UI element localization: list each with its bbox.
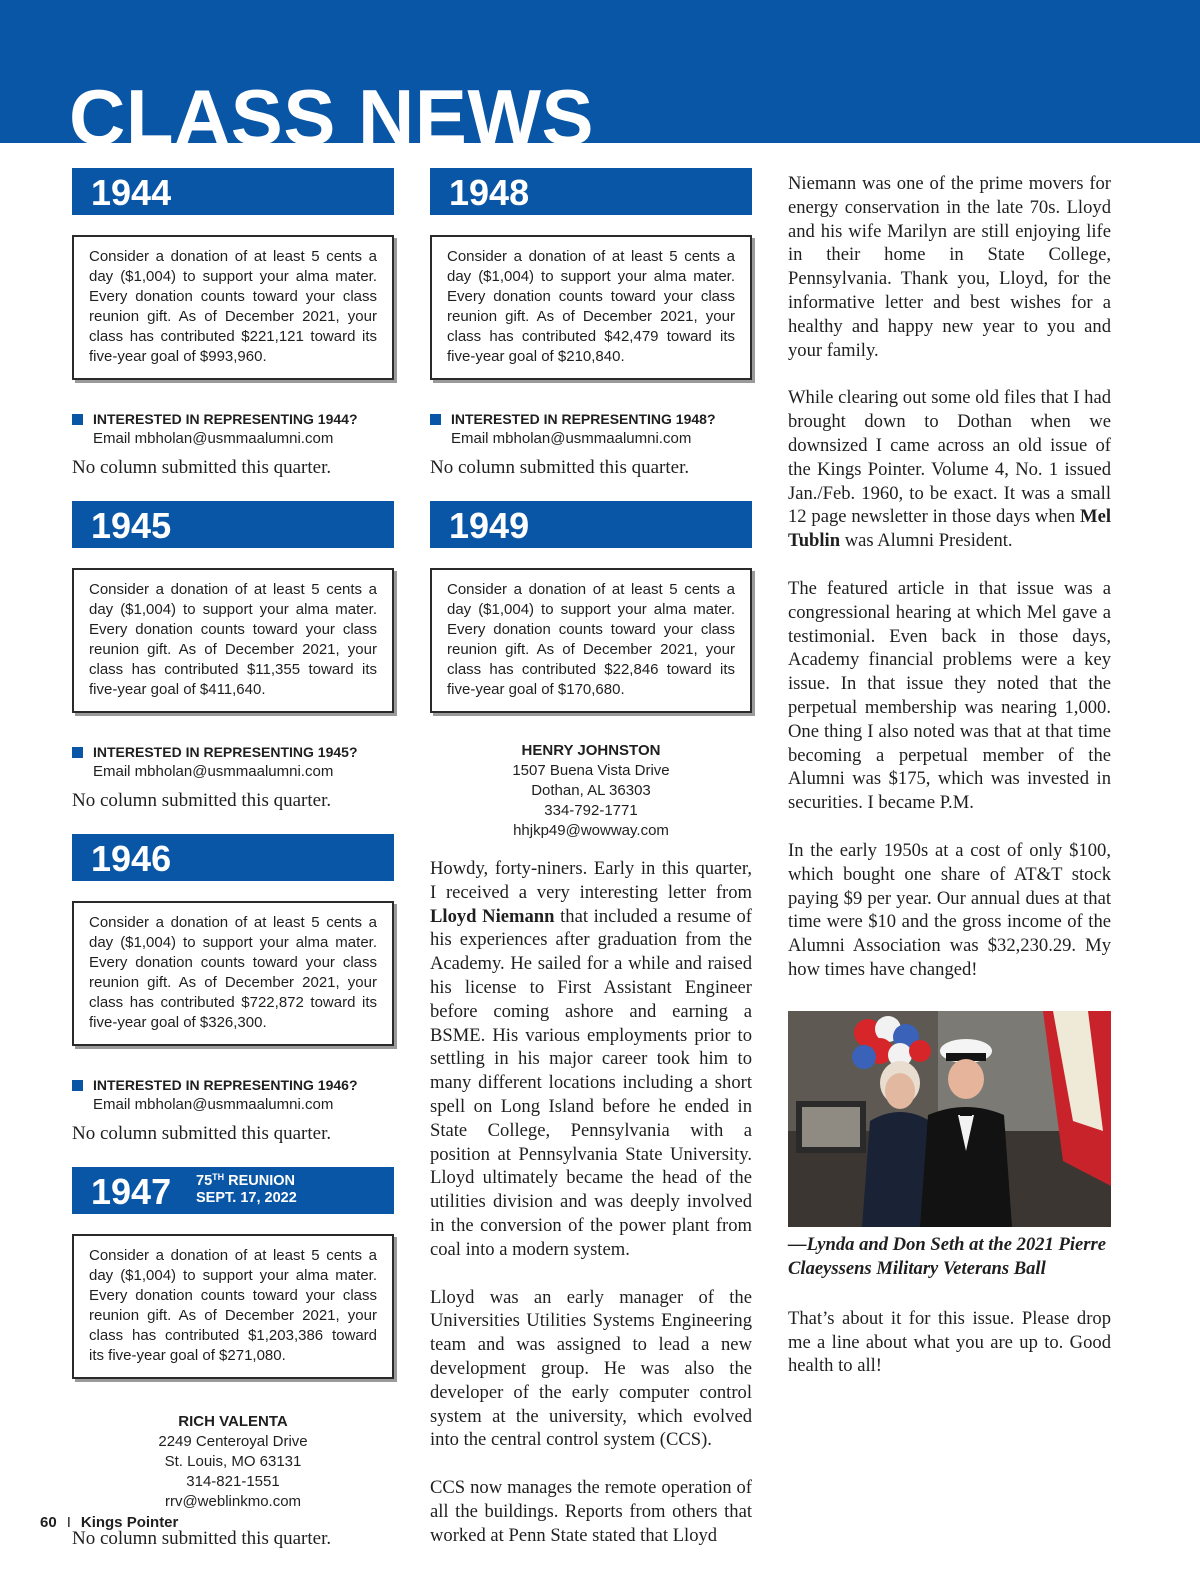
year-label: 1947 — [91, 1171, 172, 1212]
contact-email: hhjkp49@wowway.com — [513, 822, 669, 839]
reunion-date: SEPT. 17, 2022 — [196, 1190, 297, 1206]
interest-block — [72, 410, 394, 449]
no-column-text: No column submitted this quarter. — [72, 1528, 332, 1549]
donation-box: Consider a donation of at least 5 cents a day ($1,004) to support your alma mater. Every donation counts toward your class reunion gift. As of December 2021, your class has contributed $42,479 toward its five-year goal of $210,840. — [430, 235, 752, 380]
interest-email: Email mbholan@usmmaalumni.com — [451, 430, 692, 447]
page-number: 60 — [40, 1514, 57, 1531]
interest-title-row — [72, 743, 394, 762]
article-paragraph: That’s about it for this issue. Please drop me a line about what you are up to. Good health to all! — [788, 1307, 1111, 1377]
class-section-1948 — [430, 168, 752, 480]
contact-name: HENRY JOHNSTON — [521, 742, 661, 759]
no-column-text: No column submitted this quarter. — [72, 1123, 332, 1144]
square-bullet-icon — [72, 747, 83, 758]
year-header — [72, 834, 394, 881]
paragraph-text: While clearing out some old files that I had brought down to Dothan when we downsized I came across an old issue of the Kings Pointer. Volume 4, No. 1 issued Jan./Feb. 1960, to be exact. It was a small 12 page newsletter in those days when — [788, 387, 1111, 528]
article-paragraph: In the early 1950s at a cost of only $100, which bought one share of AT&T stock paying $9 per year. Our annual dues at that time were $10 and the gross income of the Alumni Association was $32,230.29. My how times have changed! — [788, 839, 1111, 980]
photo-caption: —Lynda and Don Seth at the 2021 Pierre Claeyssens Military Veterans Ball — [788, 1233, 1107, 1279]
article-paragraph — [430, 857, 752, 1262]
class-secretary-contact — [430, 741, 752, 841]
donation-box: Consider a donation of at least 5 cents a day ($1,004) to support your alma mater. Every donation counts toward your class reunion gift. As of December 2021, your class has contributed $221,121 toward its five-year goal of $993,960. — [72, 235, 394, 380]
contact-city: Dothan, AL 36303 — [531, 782, 651, 799]
paragraph-text: Howdy, forty-niners. Early in this quarter, I received a very interesting letter from — [430, 858, 752, 903]
contact-city: St. Louis, MO 63131 — [164, 1453, 302, 1470]
donation-box: Consider a donation of at least 5 cents a day ($1,004) to support your alma mater. Every donation counts toward your class reunion gift. As of December 2021, your class has contributed $22,846 toward its five-year goal of $170,680. — [430, 568, 752, 713]
bold-name: Lloyd Niemann — [430, 905, 555, 927]
square-bullet-icon — [430, 414, 441, 425]
contact-name: RICH VALENTA — [178, 1413, 288, 1430]
event-photo — [788, 1011, 1111, 1227]
right-column — [788, 172, 1111, 1378]
reunion-title — [196, 1173, 297, 1190]
publication-name: Kings Pointer — [80, 1514, 179, 1531]
year-label: 1948 — [449, 172, 530, 213]
reunion-label — [196, 1173, 297, 1207]
interest-title: INTERESTED IN REPRESENTING 1946? — [93, 1077, 358, 1093]
class-section-1945 — [72, 501, 394, 813]
no-column-text: No column submitted this quarter. — [72, 790, 332, 811]
paragraph-text: was Alumni President. — [840, 530, 1013, 552]
article-paragraph — [788, 386, 1111, 553]
contact-email: rrv@weblinkmo.com — [164, 1493, 302, 1510]
middle-column — [430, 168, 752, 1569]
year-header — [72, 168, 394, 215]
year-header — [72, 501, 394, 548]
interest-title: INTERESTED IN REPRESENTING 1948? — [451, 411, 716, 427]
reunion-word: REUNION — [224, 1173, 296, 1189]
year-label: 1949 — [449, 505, 530, 546]
interest-block — [430, 410, 752, 449]
donation-box: Consider a donation of at least 5 cents a day ($1,004) to support your alma mater. Every donation counts toward your class reunion gift. As of December 2021, your class has contributed $11,355 toward its five-year goal of $411,640. — [72, 568, 394, 713]
left-column — [72, 168, 394, 1572]
article-paragraph: Lloyd was an early manager of the Universities Utilities Systems Engineering team and was assigned to lead a new development group. He was also the developer of the early computer control system at the university, which evolved into the central control system (CCS). — [430, 1286, 752, 1451]
donation-box: Consider a donation of at least 5 cents a day ($1,004) to support your alma mater. Every donation counts toward your class reunion gift. As of December 2021, your class has contributed $722,872 toward its five-year goal of $326,300. — [72, 901, 394, 1046]
page-title: CLASS NEWS — [69, 73, 595, 161]
interest-email: Email mbholan@usmmaalumni.com — [93, 430, 334, 447]
footer-separator: I — [66, 1514, 71, 1531]
interest-title-row — [72, 1076, 394, 1095]
class-section-1946 — [72, 834, 394, 1146]
bold-name: Mel Tublin — [788, 506, 1111, 552]
page-footer — [40, 1513, 178, 1533]
year-label: 1946 — [91, 838, 172, 879]
year-label: 1945 — [91, 505, 172, 546]
no-column-text: No column submitted this quarter. — [72, 457, 332, 478]
interest-block — [72, 743, 394, 782]
square-bullet-icon — [72, 1080, 83, 1091]
interest-title-row — [430, 410, 752, 429]
contact-street: 1507 Buena Vista Drive — [512, 762, 670, 779]
year-header — [72, 1167, 394, 1214]
interest-email: Email mbholan@usmmaalumni.com — [93, 763, 334, 780]
class-section-1949 — [430, 501, 752, 1548]
article-paragraph: The featured article in that issue was a congressional hearing at which Mel gave a testimonial. Even back in those days, Academy financial problems were a key issue. In that issue they noted that the perpetual membership was nearing 1,000. One thing I also noted was that at that time becoming a perpetual member of the Alumni was $175, which was invested in securities. I became P.M. — [788, 577, 1111, 814]
article-paragraph: Niemann was one of the prime movers for energy conservation in the late 70s. Lloyd and his wife Marilyn are still enjoying life in their home in State College, Pennsylvania. Thank you, Lloyd, for the informative letter and best wishes for a healthy and happy new year to you and your family. — [788, 173, 1111, 361]
interest-email: Email mbholan@usmmaalumni.com — [93, 1096, 334, 1113]
no-column-text: No column submitted this quarter. — [430, 457, 690, 478]
reunion-ordinal: TH — [212, 1172, 225, 1182]
contact-phone: 314-821-1551 — [186, 1473, 280, 1490]
contact-phone: 334-792-1771 — [544, 802, 638, 819]
interest-title: INTERESTED IN REPRESENTING 1944? — [93, 411, 358, 427]
year-header — [430, 168, 752, 215]
article-paragraph: CCS now manages the remote operation of all the buildings. Reports from others that worked at Penn State stated that Lloyd — [430, 1477, 752, 1546]
class-secretary-contact — [72, 1412, 394, 1512]
class-section-1944 — [72, 168, 394, 480]
reunion-number: 75 — [196, 1173, 213, 1189]
contact-street: 2249 Centeroyal Drive — [158, 1433, 308, 1450]
interest-title-row — [72, 410, 394, 429]
interest-title: INTERESTED IN REPRESENTING 1945? — [93, 744, 358, 760]
photo-illustration — [788, 1011, 1111, 1227]
year-header — [430, 501, 752, 548]
paragraph-text: that included a resume of his experiences after graduation from the Academy. He sailed for a while and raised his license to First Assistant Engineer before coming ashore and earning a BSME. His various employments prior to settling in his major career took him to many different locations including a short spell on Long Island before he ended in State College, Pennsylvania with a position at Pennsylvania State University. Lloyd ultimately became the head of the utilities division and was deeply involved in the conversion of the power plant from coal into a modern system. — [430, 905, 752, 1260]
square-bullet-icon — [72, 414, 83, 425]
donation-box: Consider a donation of at least 5 cents a day ($1,004) to support your alma mater. Every donation counts toward your class reunion gift. As of December 2021, your class has contributed $1,203,386 toward its five-year goal of $271,080. — [72, 1234, 394, 1379]
year-label: 1944 — [91, 172, 172, 213]
class-section-1947 — [72, 1167, 394, 1551]
interest-block — [72, 1076, 394, 1115]
